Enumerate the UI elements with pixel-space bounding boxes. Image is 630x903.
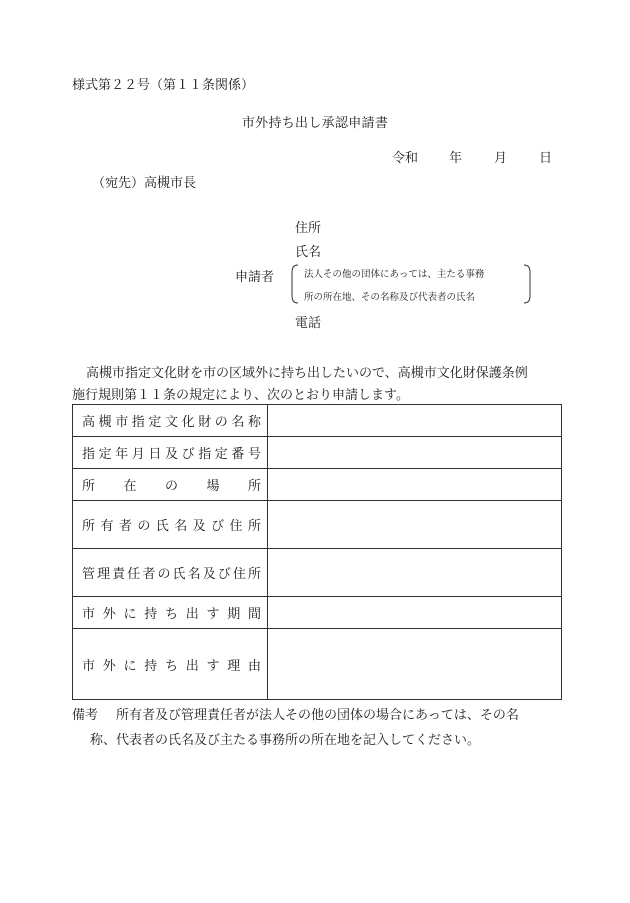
intro-line2: 施行規則第１１条の規定により、次のとおり申請します。 xyxy=(72,388,409,403)
addressee: （宛先）高槻市長 xyxy=(92,176,197,191)
row-value-field[interactable] xyxy=(268,549,562,597)
table-row xyxy=(73,405,562,437)
date-month: 月 xyxy=(494,151,508,166)
row-label: 指定年月日及び指定番号 xyxy=(82,447,261,462)
row-label: 管理責任者の氏名及び住所 xyxy=(82,567,261,582)
name-label: 氏名 xyxy=(295,245,322,260)
remarks-line1 xyxy=(72,709,519,722)
date-day: 日 xyxy=(539,151,553,166)
row-value-field[interactable] xyxy=(268,437,562,469)
corporate-note-line2: 所の所在地、その名称及び代表者の氏名 xyxy=(304,292,476,303)
row-label: 市外に持ち出す理由 xyxy=(82,658,261,674)
remarks-text1: 所有者及び管理責任者が法人その他の団体の場合にあっては、その名 xyxy=(116,708,519,723)
row-label: 市外に持ち出す期間 xyxy=(82,607,261,622)
phone-label: 電話 xyxy=(295,316,322,331)
form-number: 様式第２２号（第１１条関係） xyxy=(72,78,255,93)
corporate-note-line1: 法人その他の団体にあっては、主たる事務 xyxy=(304,269,485,280)
table-row xyxy=(73,597,562,629)
date-line xyxy=(392,152,552,165)
row-label: 所有者の氏名及び住所 xyxy=(82,519,261,534)
applicant-label: 申請者 xyxy=(235,270,275,285)
row-value-field[interactable] xyxy=(268,405,562,437)
remarks-label: 備考 xyxy=(72,708,99,723)
row-label: 所在の場所 xyxy=(82,479,261,494)
intro-line1: 高槻市指定文化財を市の区域外に持ち出したいので、高槻市文化財保護条例 xyxy=(86,366,528,381)
row-value-field[interactable] xyxy=(268,629,562,700)
table-row xyxy=(73,501,562,549)
document-title: 市外持ち出し承認申請書 xyxy=(241,116,389,131)
row-value-field[interactable] xyxy=(268,469,562,501)
table-row xyxy=(73,629,562,700)
row-label: 高槻市指定文化財の名称 xyxy=(82,415,261,430)
address-label: 住所 xyxy=(295,221,322,236)
date-year: 年 xyxy=(449,151,463,166)
row-value-field[interactable] xyxy=(268,597,562,629)
table-row xyxy=(73,549,562,597)
date-era: 令和 xyxy=(392,151,419,166)
table-row xyxy=(73,437,562,469)
remarks-line2: 称、代表者の氏名及び主たる事務所の所在地を記入してください。 xyxy=(90,733,481,748)
row-value-field[interactable] xyxy=(268,501,562,549)
table-row xyxy=(73,469,562,501)
application-table xyxy=(72,404,562,700)
